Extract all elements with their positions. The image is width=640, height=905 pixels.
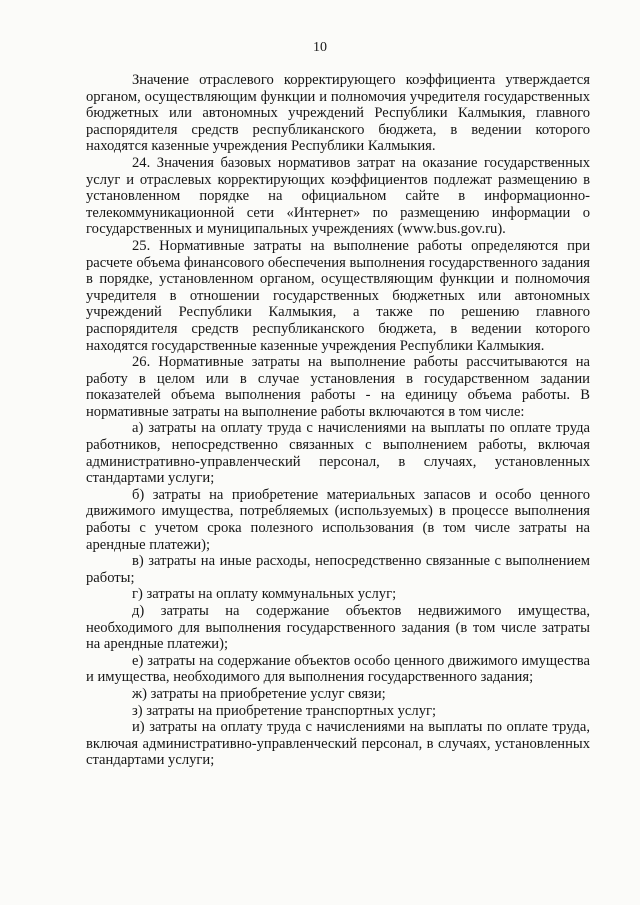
- list-item-d: д) затраты на содержание объектов недвижимого имущества, необходимого для выполнения государственного задания (в том числе затраты на арендные платежи);: [86, 603, 590, 653]
- list-item-a: а) затраты на оплату труда с начислениями на выплаты по оплате труда работников, непосредственно связанных с выполнением работы, включая административно-управленческий персонал, в случаях, установленных стандартами услуги;: [86, 420, 590, 487]
- paragraph-26: 26. Нормативные затраты на выполнение работы рассчитываются на работу в целом или в случае установления в государственном задании показателей объема выполнения работы - на единицу объема работы. В нормативные затраты на выполнение работы включаются в том числе:: [86, 354, 590, 420]
- list-item-i: и) затраты на оплату труда с начислениями на выплаты по оплате труда, включая административно-управленческий персонал, в случаях, установленных стандартами услуги;: [86, 719, 590, 769]
- page-number: 10: [313, 40, 327, 55]
- list-item-v: в) затраты на иные расходы, непосредственно связанные с выполнением работы;: [86, 553, 590, 586]
- list-item-g: г) затраты на оплату коммунальных услуг;: [132, 586, 397, 603]
- document-body: [86, 72, 590, 769]
- list-item-b: б) затраты на приобретение материальных запасов и особо ценного движимого имущества, потребляемых (используемых) в процессе выполнения работы с учетом срока полезного использования (в том числе затраты на арендные платежи);: [86, 486, 590, 553]
- paragraph-24: 24. Значения базовых нормативов затрат на оказание государственных услуг и отраслевых корректирующих коэффициентов подлежат размещению в установленном порядке на официальном сайте в информационно-телекоммуникационной сети «Интернет» по размещению информации о государственных и муниципальных учреждениях (www.bus.gov.ru).: [86, 154, 590, 238]
- paragraph-coefficient-approval: Значение отраслевого корректирующего коэффициента утверждается органом, осуществляющим функции и полномочия учредителя государственных бюджетных или автономных учреждений Республики Калмыкия, главного распорядителя средств республиканского бюджета, в ведении которого находятся казенные учреждения Республики Калмыкия.: [86, 72, 590, 155]
- list-item-e: е) затраты на содержание объектов особо ценного движимого имущества и имущества, необходимого для выполнения государственного задания;: [86, 652, 590, 686]
- paragraph-25: 25. Нормативные затраты на выполнение работы определяются при расчете объема финансового обеспечения выполнения государственного задания в порядке, установленном органом, осуществляющим функции и полномочия учредителя в отношении государственных бюджетных или автономных учреждений Республики Калмыкия, а также по решению главного распорядителя средств республиканского бюджета, в ведении которого находятся государственные казенные учреждения Республики Калмыкия.: [86, 237, 590, 354]
- list-item-z: з) затраты на приобретение транспортных услуг;: [132, 702, 437, 719]
- list-item-zh: ж) затраты на приобретение услуг связи;: [132, 685, 386, 702]
